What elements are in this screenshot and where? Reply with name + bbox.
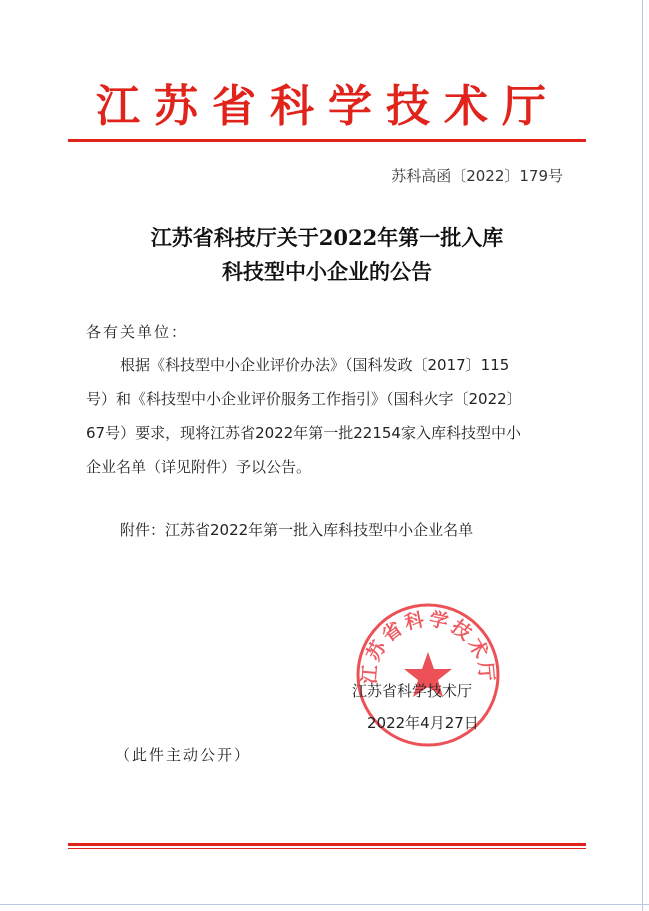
signing-organization: 江苏省科学技术厅 [352,682,473,700]
body-line-3: 67号）要求，现将江苏省2022年第一批22154家入库科技型中小 [86,424,521,442]
page-edge-right [642,0,643,911]
salutation: 各有关单位： [86,323,189,341]
notice-title-line-2: 科技型中小企业的公告 [222,259,432,284]
signing-date: 2022年4月27日 [367,714,479,732]
masthead-red-rule [68,139,586,142]
footer-red-rule-thin [68,848,586,849]
masthead-title: 江苏省科学技术厅 [96,81,560,132]
seal-text: 江苏省科学技术厅 [358,608,498,685]
body-line-1: 根据《科技型中小企业评价办法》（国科发政〔2017〕115 [120,356,510,374]
body-line-4: 企业名单（详见附件）予以公告。 [86,458,312,476]
attachment-line: 附件：江苏省2022年第一批入库科技型中小企业名单 [120,521,474,539]
document-number: 苏科高函〔2022〕179号 [391,167,563,185]
disclosure-note: （此件主动公开） [115,746,252,764]
body-line-2: 号）和《科技型中小企业评价服务工作指引》（国科火字〔2022〕 [86,390,522,408]
page-edge-bottom [0,904,649,905]
footer-red-rule-thick [68,843,586,846]
notice-title-line-1: 江苏省科技厅关于2022年第一批入库 [150,225,504,250]
